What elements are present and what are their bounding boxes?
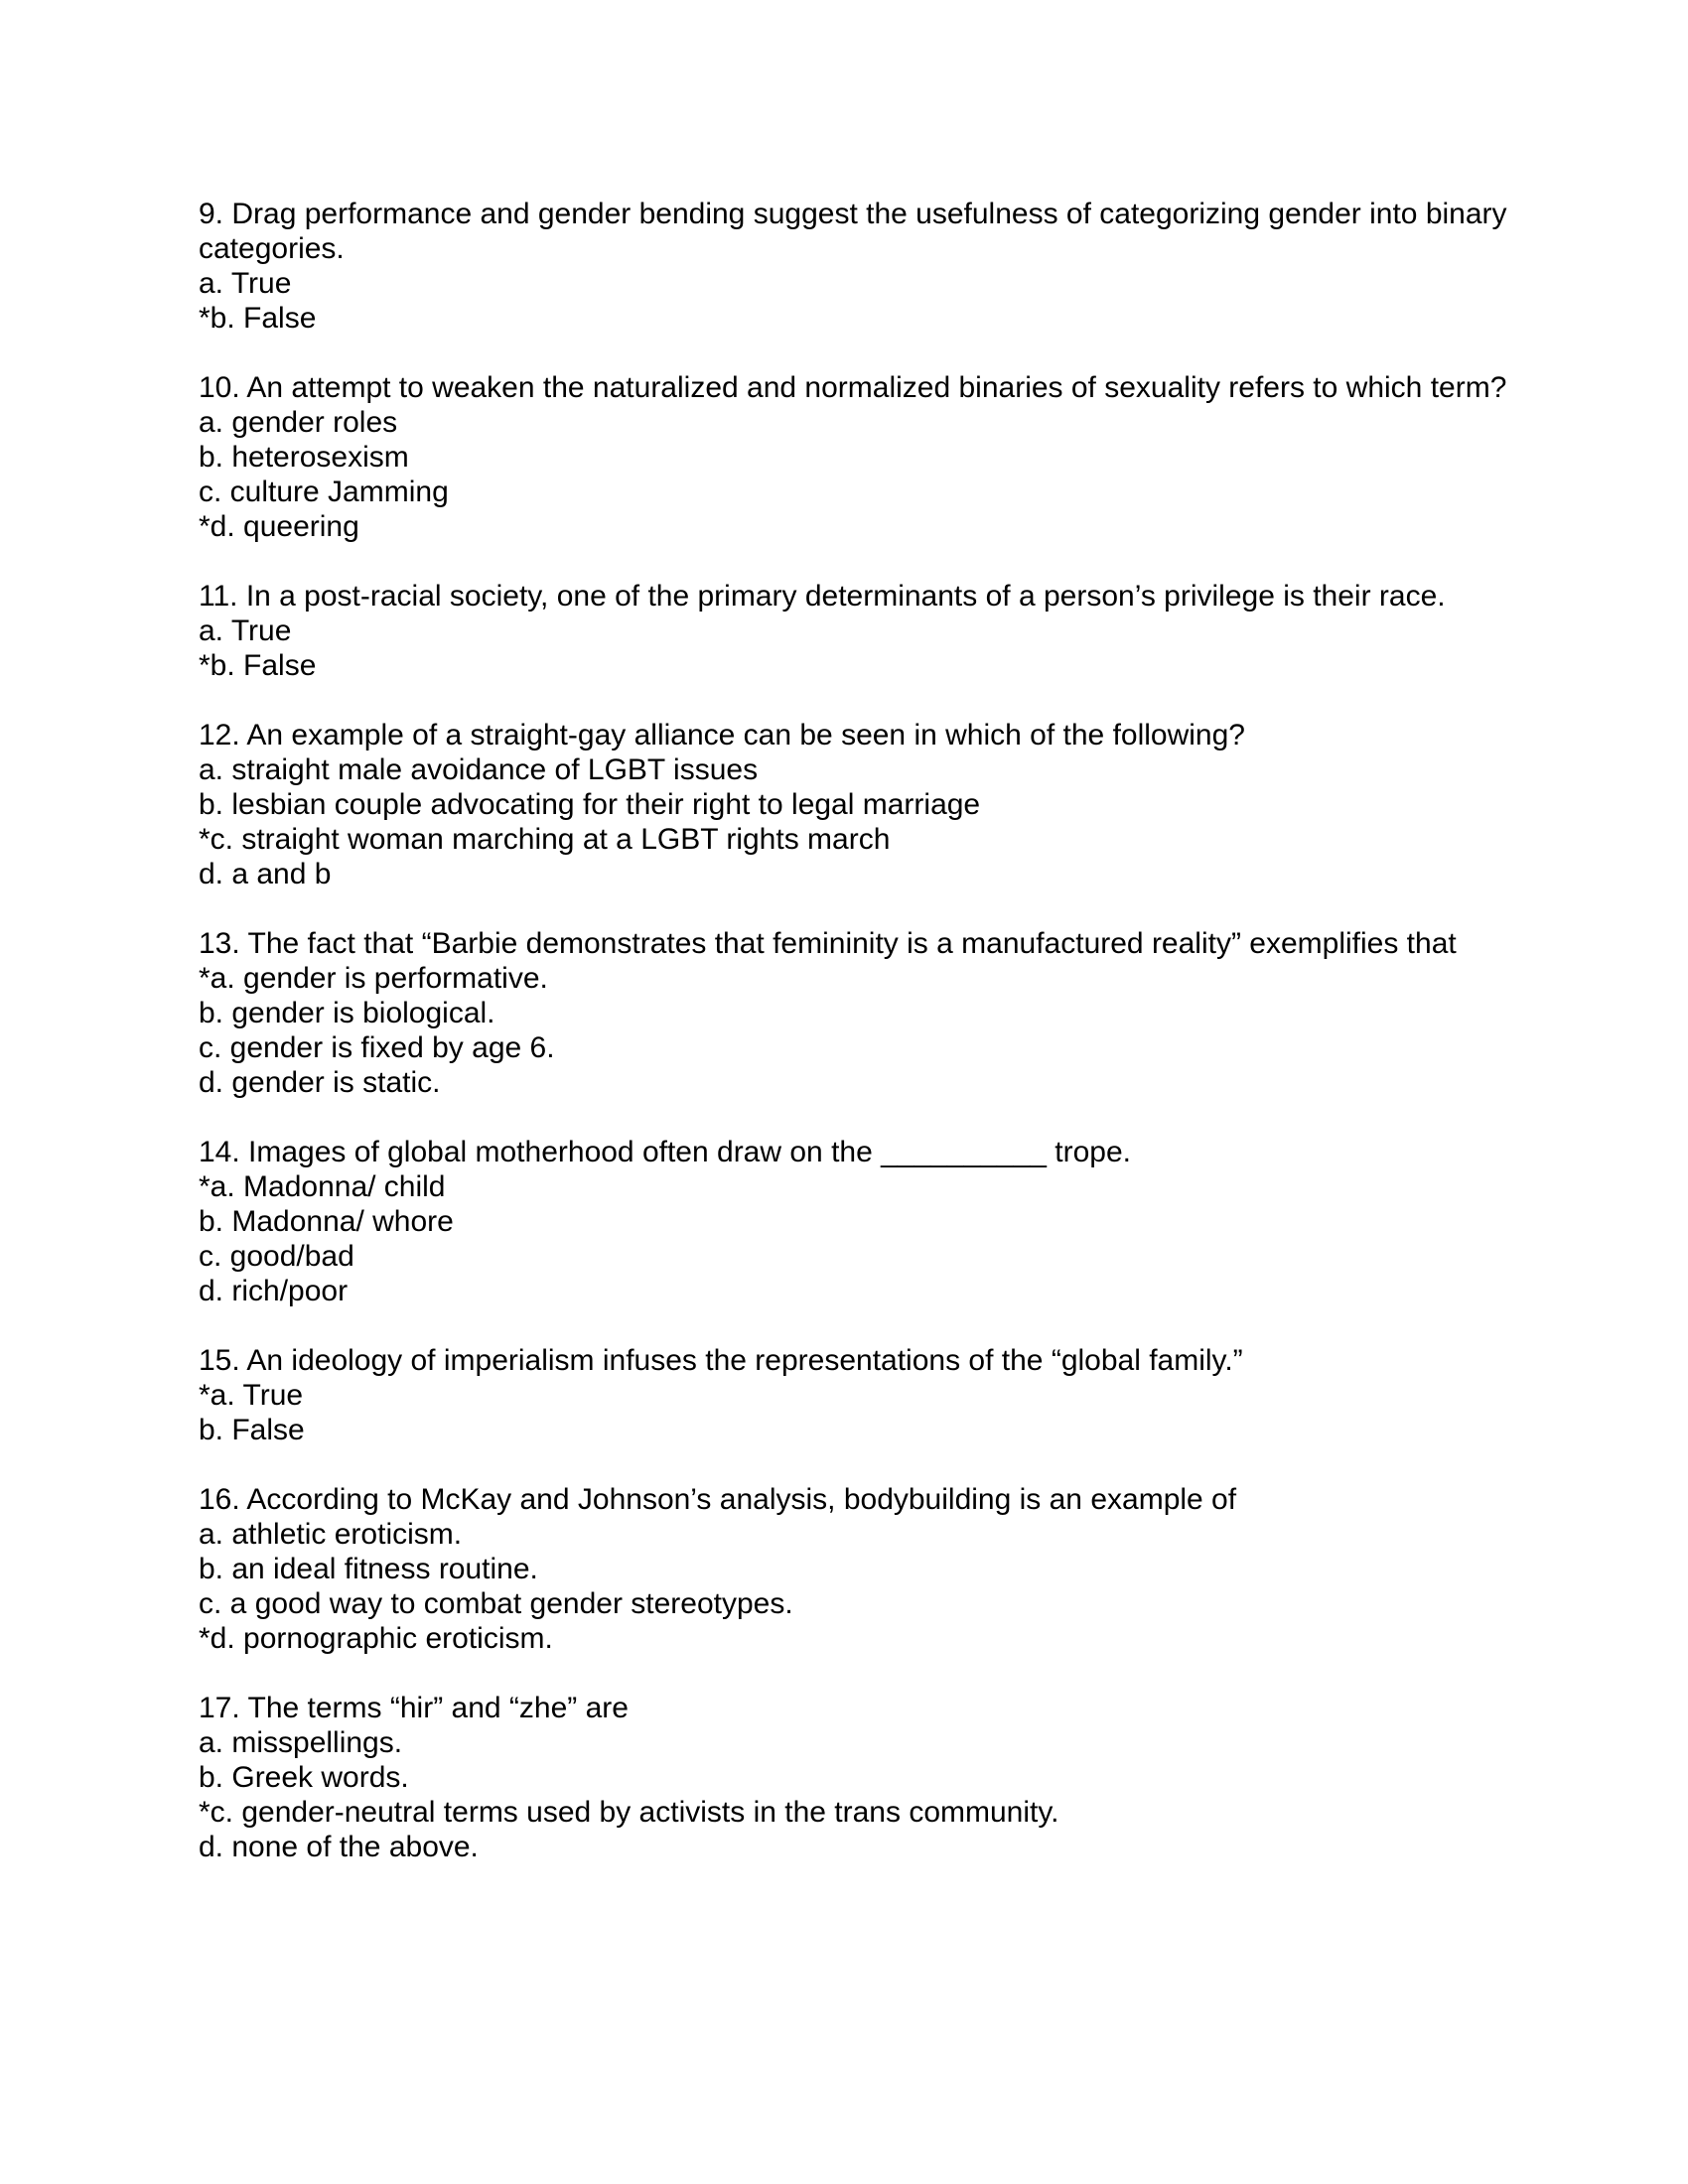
answer-option: *a. gender is performative. (199, 962, 548, 995)
question-11 (199, 579, 1509, 683)
question-text: 12. An example of a straight-gay alliance can be seen in which of the following? (199, 719, 1245, 751)
answer-option: a. True (199, 267, 292, 300)
answer-option: *b. False (199, 649, 317, 682)
answer-option: c. culture Jamming (199, 476, 449, 508)
question-15 (199, 1343, 1509, 1447)
question-14 (199, 1135, 1509, 1308)
answer-option: *d. pornographic eroticism. (199, 1622, 553, 1655)
answer-option: b. heterosexism (199, 441, 409, 474)
answer-option: a. True (199, 614, 292, 647)
question-16 (199, 1482, 1509, 1656)
document-page (199, 197, 1509, 1899)
question-text: 9. Drag performance and gender bending suggest the usefulness of categorizing gender into binary categories. (199, 198, 1507, 265)
answer-option: d. a and b (199, 858, 332, 890)
answer-option: a. gender roles (199, 406, 398, 439)
question-9 (199, 197, 1509, 336)
answer-option: a. straight male avoidance of LGBT issues (199, 753, 759, 786)
question-17 (199, 1691, 1509, 1864)
answer-option: a. athletic eroticism. (199, 1518, 463, 1551)
question-text: 17. The terms “hir” and “zhe” are (199, 1692, 629, 1724)
answer-option: d. gender is static. (199, 1066, 441, 1099)
answer-option: b. an ideal fitness routine. (199, 1553, 538, 1585)
answer-option: *a. Madonna/ child (199, 1170, 446, 1203)
answer-option: d. none of the above. (199, 1831, 479, 1863)
answer-option: c. gender is fixed by age 6. (199, 1031, 555, 1064)
question-text: 13. The fact that “Barbie demonstrates that femininity is a manufactured reality” exemplifies that (199, 927, 1457, 960)
answer-option: *a. True (199, 1379, 304, 1412)
answer-option: c. a good way to combat gender stereotypes. (199, 1587, 793, 1620)
question-text: 11. In a post-racial society, one of the primary determinants of a person’s privilege is their race. (199, 580, 1446, 613)
answer-option: b. Greek words. (199, 1761, 409, 1794)
question-12 (199, 718, 1509, 891)
answer-option: b. lesbian couple advocating for their right to legal marriage (199, 788, 981, 821)
answer-option: b. False (199, 1414, 305, 1446)
answer-option: d. rich/poor (199, 1275, 349, 1307)
answer-option: *d. queering (199, 510, 359, 543)
answer-option: b. gender is biological. (199, 997, 495, 1029)
answer-option: *b. False (199, 302, 317, 335)
answer-option: *c. gender-neutral terms used by activists in the trans community. (199, 1796, 1059, 1829)
answer-option: a. misspellings. (199, 1726, 403, 1759)
answer-option: c. good/bad (199, 1240, 354, 1273)
question-10 (199, 370, 1509, 544)
question-text: 10. An attempt to weaken the naturalized and normalized binaries of sexuality refers to which term? (199, 371, 1507, 404)
question-text: 14. Images of global motherhood often draw on the __________ trope. (199, 1136, 1132, 1168)
answer-option: b. Madonna/ whore (199, 1205, 454, 1238)
question-text: 16. According to McKay and Johnson’s analysis, bodybuilding is an example of (199, 1483, 1237, 1516)
question-text: 15. An ideology of imperialism infuses the representations of the “global family.” (199, 1344, 1243, 1377)
answer-option: *c. straight woman marching at a LGBT rights march (199, 823, 891, 856)
question-13 (199, 926, 1509, 1100)
